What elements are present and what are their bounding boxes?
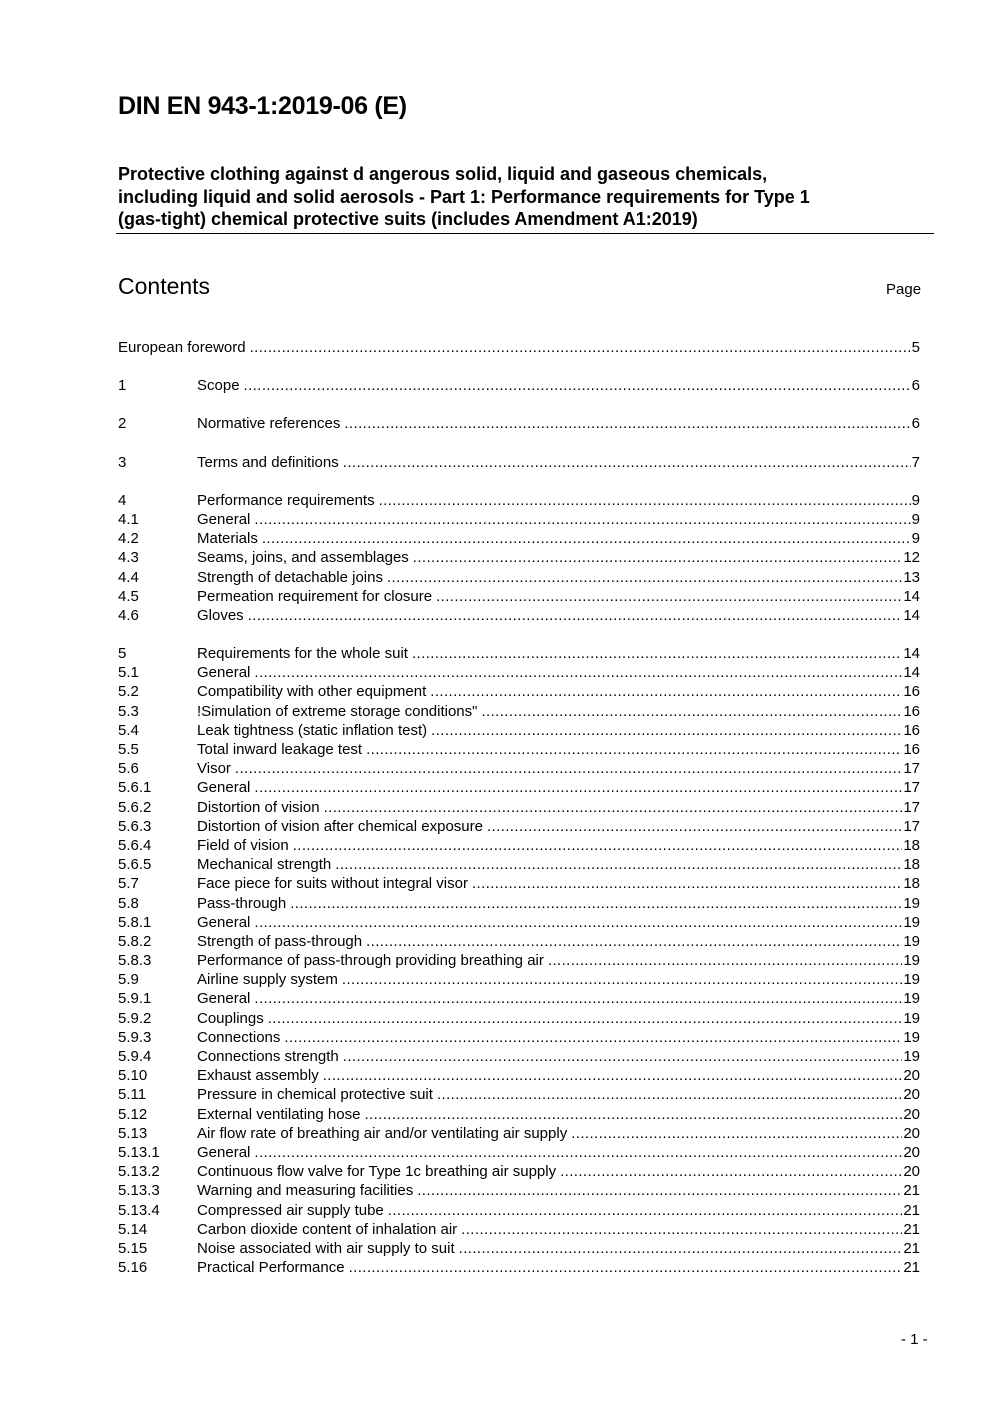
toc-entry-title: Noise associated with air supply to suit: [197, 1239, 455, 1257]
toc-dot-leader: [571, 1124, 902, 1143]
toc-entry-page: 21: [903, 1220, 920, 1238]
toc-entry[interactable]: [118, 1085, 920, 1104]
toc-entry[interactable]: [118, 721, 920, 740]
toc-entry-page: 21: [903, 1182, 920, 1200]
page-number-footer: - 1 -: [901, 1331, 928, 1348]
toc-entry-title: Face piece for suits without integral visor: [197, 875, 468, 893]
toc-entry-title: Pressure in chemical protective suit: [197, 1086, 433, 1104]
toc-dot-leader: [254, 510, 910, 529]
toc-entry-page: 19: [903, 932, 920, 950]
subtitle-line-3: (gas-tight) chemical protective suits (includes Amendment A1:2019): [118, 209, 698, 229]
toc-dot-leader: [248, 606, 903, 625]
toc-entry[interactable]: [118, 568, 920, 587]
toc-entry-title: Connections: [197, 1028, 281, 1046]
toc-entry[interactable]: [118, 932, 920, 951]
toc-entry-page: 19: [903, 1048, 920, 1065]
toc-entry-number: 5.13.3: [118, 1182, 160, 1200]
toc-entry-page: 14: [903, 587, 920, 605]
toc-dot-leader: [250, 338, 911, 357]
toc-entry[interactable]: [118, 702, 920, 721]
toc-entry-number: 5.9.4: [118, 1048, 152, 1065]
toc-entry-page: 19: [903, 1028, 920, 1046]
toc-entry-number: 5.6.4: [118, 836, 152, 854]
toc-dot-leader: [388, 1201, 903, 1220]
toc-entry-page: 19: [903, 913, 920, 931]
toc-entry-title: Carbon dioxide content of inhalation air: [197, 1220, 458, 1238]
toc-entry-number: 5.9.2: [118, 1009, 152, 1027]
toc-entry-page: 6: [911, 377, 920, 395]
toc-dot-leader: [349, 1258, 903, 1277]
toc-entry-page: 20: [903, 1086, 920, 1104]
toc-entry-number: 5: [118, 645, 127, 663]
toc-dot-leader: [487, 817, 902, 836]
toc-dot-leader: [387, 568, 902, 587]
toc-entry-page: 14: [903, 664, 920, 682]
toc-entry-number: 5.8: [118, 894, 139, 912]
toc-entry[interactable]: [118, 414, 920, 433]
toc-entry-title: Terms and definitions: [197, 453, 339, 471]
document-title: DIN EN 943-1:2019-06 (E): [118, 92, 407, 120]
toc-entry-page: 17: [903, 779, 920, 797]
toc-entry-title: Continuous flow valve for Type 1c breathing air supply: [197, 1163, 557, 1181]
toc-entry-title: !Simulation of extreme storage conditions": [197, 702, 478, 720]
toc-dot-leader: [293, 836, 903, 855]
toc-entry-page: 7: [911, 453, 920, 471]
toc-entry[interactable]: [118, 855, 920, 874]
toc-entry-number: 5.6.2: [118, 798, 152, 816]
toc-entry-number: 5.9.3: [118, 1028, 152, 1046]
toc-entry[interactable]: [118, 1143, 920, 1162]
toc-entry[interactable]: [118, 644, 920, 663]
toc-entry-title: General: [197, 664, 251, 682]
toc-dot-leader: [342, 970, 902, 989]
toc-entry[interactable]: [118, 894, 920, 913]
toc-entry-number: 4: [118, 491, 127, 509]
toc-entry-page: 9: [911, 510, 920, 528]
document-subtitle: [118, 163, 918, 231]
toc-entry-number: 5.13.4: [118, 1201, 160, 1219]
toc-entry-title: Compressed air supply tube: [197, 1201, 384, 1219]
toc-entry-number: 5.13.2: [118, 1163, 160, 1181]
toc-dot-leader: [412, 644, 902, 663]
toc-entry-title: Distortion of vision after chemical exposure: [197, 817, 483, 835]
toc-entry-page: 20: [903, 1105, 920, 1123]
toc-entry-number: 5.14: [118, 1220, 148, 1238]
toc-entry[interactable]: [118, 1162, 920, 1181]
toc-entry-number: 4.3: [118, 549, 139, 567]
toc-dot-leader: [343, 453, 911, 472]
toc-entry[interactable]: [118, 778, 920, 797]
toc-entry-title: Couplings: [197, 1009, 264, 1027]
toc-entry[interactable]: [118, 1220, 920, 1239]
toc-dot-leader: [284, 1028, 902, 1047]
toc-entry-page: 21: [903, 1239, 920, 1257]
toc-entry[interactable]: [118, 491, 920, 510]
toc-entry-number: 5.6: [118, 760, 139, 778]
toc-entry-number: 5.8.3: [118, 952, 152, 970]
toc-entry[interactable]: [118, 587, 920, 606]
toc-entry-title: Airline supply system: [197, 971, 338, 989]
toc-entry-title: General: [197, 510, 251, 528]
toc-entry-title: General: [197, 913, 251, 931]
toc-entry[interactable]: [118, 606, 920, 625]
toc-dot-leader: [417, 1181, 902, 1200]
toc-entry-page: 20: [903, 1124, 920, 1142]
toc-entry[interactable]: [118, 1105, 920, 1124]
toc-dot-leader: [343, 1047, 903, 1066]
toc-entry-page: 19: [903, 971, 920, 989]
toc-entry-page: 19: [903, 1009, 920, 1027]
toc-entry-page: 13: [903, 568, 920, 586]
toc-entry-title: Scope: [197, 377, 240, 395]
toc-entry-title: Total inward leakage test: [197, 741, 363, 758]
toc-dot-leader: [244, 376, 911, 395]
toc-entry[interactable]: [118, 1028, 920, 1047]
toc-entry-page: 16: [903, 683, 920, 701]
toc-dot-leader: [254, 778, 902, 797]
toc-entry-number: 4.2: [118, 530, 139, 548]
toc-entry[interactable]: [118, 913, 920, 932]
toc-entry-page: 16: [903, 721, 920, 739]
toc-entry[interactable]: [118, 874, 920, 893]
toc-entry-title: Leak tightness (static inflation test): [197, 721, 428, 739]
toc-entry-page: 20: [903, 1067, 920, 1085]
toc-entry-title: General: [197, 1143, 251, 1161]
toc-entry-number: 5.12: [118, 1105, 148, 1123]
toc-entry-page: 16: [903, 702, 920, 720]
toc-entry-number: 5.6.5: [118, 856, 152, 874]
toc-entry-page: 20: [903, 1143, 920, 1161]
toc-dot-leader: [290, 894, 902, 913]
toc-dot-leader: [459, 1239, 903, 1258]
toc-entry-title: Exhaust assembly: [197, 1067, 319, 1085]
toc-entry-page: 20: [903, 1163, 920, 1181]
toc-entry-number: 5.5: [118, 741, 139, 758]
toc-entry[interactable]: [118, 951, 920, 970]
toc-entry-title: Air flow rate of breathing air and/or ventilating air supply: [197, 1124, 568, 1142]
toc-entry[interactable]: [118, 989, 920, 1008]
toc-entry-title: Pass-through: [197, 894, 287, 912]
toc-dot-leader: [262, 529, 911, 548]
toc-entry-page: 18: [903, 836, 920, 854]
toc-entry-number: 5.15: [118, 1239, 148, 1257]
toc-entry-number: 1: [118, 377, 127, 395]
toc-entry-page: 19: [903, 990, 920, 1008]
toc-dot-leader: [481, 702, 902, 721]
toc-entry-title: Seams, joins, and assemblages: [197, 549, 409, 567]
toc-entry-page: 9: [911, 530, 920, 548]
toc-entry[interactable]: [118, 1124, 920, 1143]
table-of-contents: [118, 338, 920, 1277]
page-column-label: Page: [886, 281, 922, 298]
toc-entry[interactable]: [118, 510, 920, 529]
toc-entry[interactable]: [118, 798, 920, 817]
toc-entry-title: Performance requirements: [197, 491, 375, 509]
toc-entry-title: Visor: [197, 760, 231, 778]
toc-entry[interactable]: [118, 548, 920, 567]
toc-dot-leader: [364, 1105, 902, 1124]
toc-entry-page: 14: [903, 606, 920, 624]
toc-entry-page: 5: [911, 339, 920, 356]
toc-entry-title: European foreword: [118, 339, 246, 356]
toc-entry-page: 16: [903, 741, 920, 758]
toc-entry-title: Materials: [197, 530, 258, 548]
toc-entry-page: 21: [903, 1201, 920, 1219]
toc-dot-leader: [323, 1066, 903, 1085]
toc-entry-number: 5.9.1: [118, 990, 152, 1008]
toc-entry-page: 17: [903, 798, 920, 816]
toc-dot-leader: [379, 491, 911, 510]
toc-dot-leader: [413, 548, 903, 567]
toc-entry-page: 18: [903, 856, 920, 874]
toc-entry[interactable]: [118, 836, 920, 855]
toc-entry-page: 6: [911, 415, 920, 433]
toc-entry-title: Warning and measuring facilities: [197, 1182, 414, 1200]
toc-entry-title: Normative references: [197, 415, 341, 433]
toc-entry-number: 5.8.1: [118, 913, 152, 931]
toc-dot-leader: [235, 759, 902, 778]
toc-entry-title: Distortion of vision: [197, 798, 320, 816]
toc-entry[interactable]: [118, 1201, 920, 1220]
toc-entry-number: 5.11: [118, 1086, 147, 1104]
toc-entry-number: 5.8.2: [118, 932, 152, 950]
subtitle-line-1: Protective clothing against d angerous solid, liquid and gaseous chemicals,: [118, 164, 768, 184]
toc-entry[interactable]: [118, 1009, 920, 1028]
toc-entry[interactable]: [118, 529, 920, 548]
toc-entry[interactable]: [118, 682, 920, 701]
toc-entry-number: 5.13: [118, 1124, 148, 1142]
toc-entry-number: 4.4: [118, 568, 139, 586]
toc-entry-title: General: [197, 990, 251, 1008]
toc-entry-number: 3: [118, 453, 127, 471]
toc-dot-leader: [324, 798, 903, 817]
toc-dot-leader: [366, 740, 902, 759]
toc-entry-number: 5.4: [118, 721, 139, 739]
toc-entry-page: 14: [903, 645, 920, 663]
toc-dot-leader: [437, 1085, 902, 1104]
toc-dot-leader: [472, 874, 902, 893]
toc-entry-page: 17: [903, 817, 920, 835]
toc-entry-number: 5.6.3: [118, 817, 152, 835]
toc-entry-number: 4.6: [118, 606, 139, 624]
toc-entry[interactable]: [118, 376, 920, 395]
toc-dot-leader: [254, 1143, 902, 1162]
toc-dot-leader: [461, 1220, 902, 1239]
toc-dot-leader: [560, 1162, 902, 1181]
toc-entry[interactable]: [118, 1181, 920, 1200]
toc-entry-number: 4.1: [118, 510, 139, 528]
toc-entry-page: 9: [911, 491, 920, 509]
toc-entry[interactable]: [118, 1066, 920, 1085]
toc-entry[interactable]: [118, 817, 920, 836]
toc-entry-number: 5.2: [118, 683, 139, 701]
toc-dot-leader: [268, 1009, 903, 1028]
toc-entry-number: 5.1: [118, 664, 139, 682]
toc-entry-title: Mechanical strength: [197, 856, 332, 874]
toc-dot-leader: [436, 587, 902, 606]
toc-entry-number: 5.13.1: [118, 1143, 160, 1161]
toc-entry-title: Connections strength: [197, 1048, 339, 1065]
toc-entry-number: 4.5: [118, 587, 139, 605]
toc-entry-number: 2: [118, 415, 127, 433]
toc-entry-number: 5.10: [118, 1067, 148, 1085]
toc-entry-title: Field of vision: [197, 836, 289, 854]
toc-entry-title: General: [197, 779, 251, 797]
subtitle-line-2: including liquid and solid aerosols - Part 1: Performance requirements for Type 1: [118, 186, 810, 207]
toc-entry-title: Strength of pass-through: [197, 932, 363, 950]
toc-entry-title: External ventilating hose: [197, 1105, 361, 1123]
toc-entry[interactable]: [118, 740, 920, 759]
toc-entry-page: 17: [903, 760, 920, 778]
toc-dot-leader: [344, 414, 910, 433]
toc-entry-title: Gloves: [197, 606, 244, 624]
toc-entry-page: 19: [903, 952, 920, 970]
toc-entry-number: 5.16: [118, 1259, 148, 1277]
toc-dot-leader: [335, 855, 902, 874]
title-divider: [116, 233, 934, 234]
toc-entry-page: 18: [903, 875, 920, 893]
toc-entry[interactable]: [118, 970, 920, 989]
toc-entry[interactable]: [118, 1239, 920, 1258]
toc-entry-number: 5.9: [118, 971, 139, 989]
toc-entry[interactable]: [118, 759, 920, 778]
toc-entry[interactable]: [118, 453, 920, 472]
toc-entry[interactable]: [118, 1047, 920, 1066]
toc-entry[interactable]: [118, 1258, 920, 1277]
toc-entry-title: Practical Performance: [197, 1259, 345, 1277]
toc-entry-title: Performance of pass-through providing breathing air: [197, 952, 544, 970]
toc-entry-page: 19: [903, 894, 920, 912]
toc-entry-page: 21: [903, 1259, 920, 1277]
toc-entry-number: 5.6.1: [118, 779, 152, 797]
toc-dot-leader: [254, 913, 902, 932]
toc-dot-leader: [431, 721, 902, 740]
contents-heading: Contents: [118, 273, 211, 299]
toc-entry-title: Requirements for the whole suit: [197, 645, 408, 663]
toc-entry[interactable]: [118, 663, 920, 682]
toc-entry-title: Compatibility with other equipment: [197, 683, 427, 701]
toc-entry-title: Permeation requirement for closure: [197, 587, 433, 605]
toc-dot-leader: [548, 951, 902, 970]
toc-dot-leader: [366, 932, 902, 951]
toc-entry[interactable]: [118, 338, 920, 357]
toc-dot-leader: [254, 663, 902, 682]
toc-entry-title: Strength of detachable joins: [197, 568, 383, 586]
toc-entry-page: 12: [903, 549, 920, 567]
toc-dot-leader: [430, 682, 902, 701]
toc-entry-number: 5.7: [118, 875, 139, 893]
toc-dot-leader: [254, 989, 902, 1008]
toc-entry-number: 5.3: [118, 702, 139, 720]
